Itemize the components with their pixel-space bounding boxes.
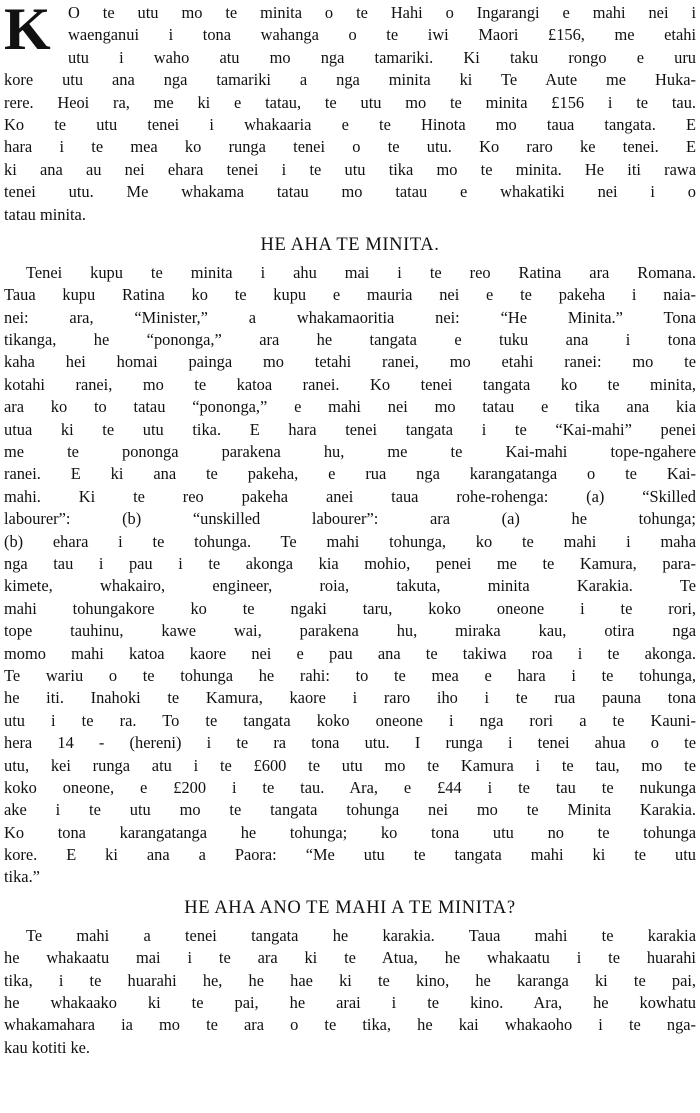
text-line: Tenei kupu te minita i ahu mai i te reo Ratina ara Romana. <box>26 262 696 282</box>
text-line: tatau minita. <box>4 204 86 224</box>
text-line: utu, kei runga atu i te £600 te utu mo te Kamura i te tau, mo te <box>4 755 696 775</box>
text-line: tikanga, he “pononga,” ara he tangata e tuku ana i tona <box>4 330 696 350</box>
text-line: he iti. Inahoki te Kamura, kaore i raro iho i te rua pauna tona <box>4 688 696 708</box>
text-line: mahi tohungakore ko te ngaki taru, koko oneone i te rori, <box>4 598 696 618</box>
intro-paragraph <box>4 2 696 226</box>
text-line: Taua kupu Ratina ko te kupu e mauria nei e te pakeha i naia- <box>4 285 696 305</box>
text-line: ki ana au nei ehara tenei i te utu tika mo te minita. He iti rawa <box>4 159 696 179</box>
section-heading: HE AHA TE MINITA. <box>260 234 440 255</box>
section-heading: HE AHA ANO TE MAHI A TE MINITA? <box>184 897 516 918</box>
document-page <box>4 2 696 1059</box>
text-line: kaha hei homai painga mo tetahi ranei, mo etahi ranei: mo te <box>4 352 696 372</box>
text-line: mahi. Ki te reo pakeha anei taua rohe-rohenga: (a) “Skilled <box>4 486 696 506</box>
text-line: waenganui i tona wahanga o te iwi Maori £156, me etahi <box>68 25 696 45</box>
text-line: rere. Heoi ra, me ki e tatau, te utu mo te minita £156 i te tau. <box>4 92 696 112</box>
text-line: kotahi ranei, mo te katoa ranei. Ko tenei tangata ko te minita, <box>4 374 696 394</box>
text-line: he whakaatu mai i te ara ki te Atua, he whakaatu i te huarahi <box>4 948 696 968</box>
text-line: kimete, whakairo, engineer, roia, takuta, minita Karakia. Te <box>4 576 696 596</box>
text-line: utu i waho atu mo nga tamariki. Ki taku rongo e uru <box>68 47 696 67</box>
text-line: utua ki te utu tika. E hara tenei tangata i te “Kai-mahi” penei <box>4 419 696 439</box>
text-line: labourer”: (b) “unskilled labourer”: ara (a) he tohunga; <box>4 509 696 529</box>
text-line: ara ko to tatau “pononga,” e mahi nei mo tatau e tika ana kia <box>4 397 696 417</box>
text-line: hara i te mea ko runga tenei o te utu. Ko raro ke tenei. E <box>4 137 696 157</box>
text-line: utu i te ra. To te tangata koko oneone i nga rori a te Kauni- <box>4 710 696 730</box>
text-line: tope tauhinu, kawe wai, parakena hu, miraka kau, otira nga <box>4 621 696 641</box>
text-line: Te wariu o te tohunga he rahi: to te mea e hara i te tohunga, <box>4 665 696 685</box>
text-line: kau kotiti ke. <box>4 1037 91 1057</box>
text-line: nga tau i pau i te akonga kia mohio, penei me te Kamura, para- <box>4 553 696 573</box>
drop-cap: K <box>4 0 51 62</box>
text-line: Ko te utu tenei i whakaaria e te Hinota mo taua tangata. E <box>4 114 696 134</box>
text-line: Te mahi a tenei tangata he karakia. Taua mahi te karakia <box>26 925 696 945</box>
text-line: kore utu ana nga tamariki a nga minita ki Te Aute me Huka- <box>4 70 696 90</box>
text-line: me te pononga parakena hu, me te Kai-mahi tope-ngahere <box>4 442 696 462</box>
text-line: koko oneone, e £200 i te tau. Ara, e £44 i te tau te nukunga <box>4 777 696 797</box>
text-line: hera 14 - (hereni) i te ra tona utu. I runga i tenei ahua o te <box>4 733 696 753</box>
text-line: O te utu mo te minita o te Hahi o Ingarangi e mahi nei i <box>68 3 696 22</box>
text-line: tika.” <box>4 867 40 887</box>
text-line: ranei. E ki ana te pakeha, e rua nga karangatanga o te Kai- <box>4 464 696 484</box>
text-line: kore. E ki ana a Paora: “Me utu te tangata mahi ki te utu <box>4 845 696 865</box>
text-line: he whakaako ki te pai, he arai i te kino. Ara, he kowhatu <box>4 993 696 1013</box>
text-line: ake i te utu mo te tangata tohunga nei mo te Minita Karakia. <box>4 800 696 820</box>
text-line: nei: ara, “Minister,” a whakamaoritia nei: “He Minita.” Tona <box>4 307 696 327</box>
text-line: momo mahi katoa kaore nei e pau ana te takiwa roa i te akonga. <box>4 643 696 663</box>
section-mahi <box>4 889 696 1059</box>
text-line: Ko tona karangatanga he tohunga; ko tona utu no te tohunga <box>4 822 696 842</box>
text-line: whakamahara ia mo te ara o te tika, he kai whakaoho i te nga- <box>4 1015 696 1035</box>
text-line: tika, i te huarahi he, he hae ki te kino, he karanga ki te pai, <box>4 970 696 990</box>
text-line: tenei utu. Me whakama tatau mo tatau e whakatiki nei i o <box>4 182 696 202</box>
section-minita <box>4 226 696 889</box>
text-line: (b) ehara i te tohunga. Te mahi tohunga, ko te mahi i maha <box>4 531 696 551</box>
